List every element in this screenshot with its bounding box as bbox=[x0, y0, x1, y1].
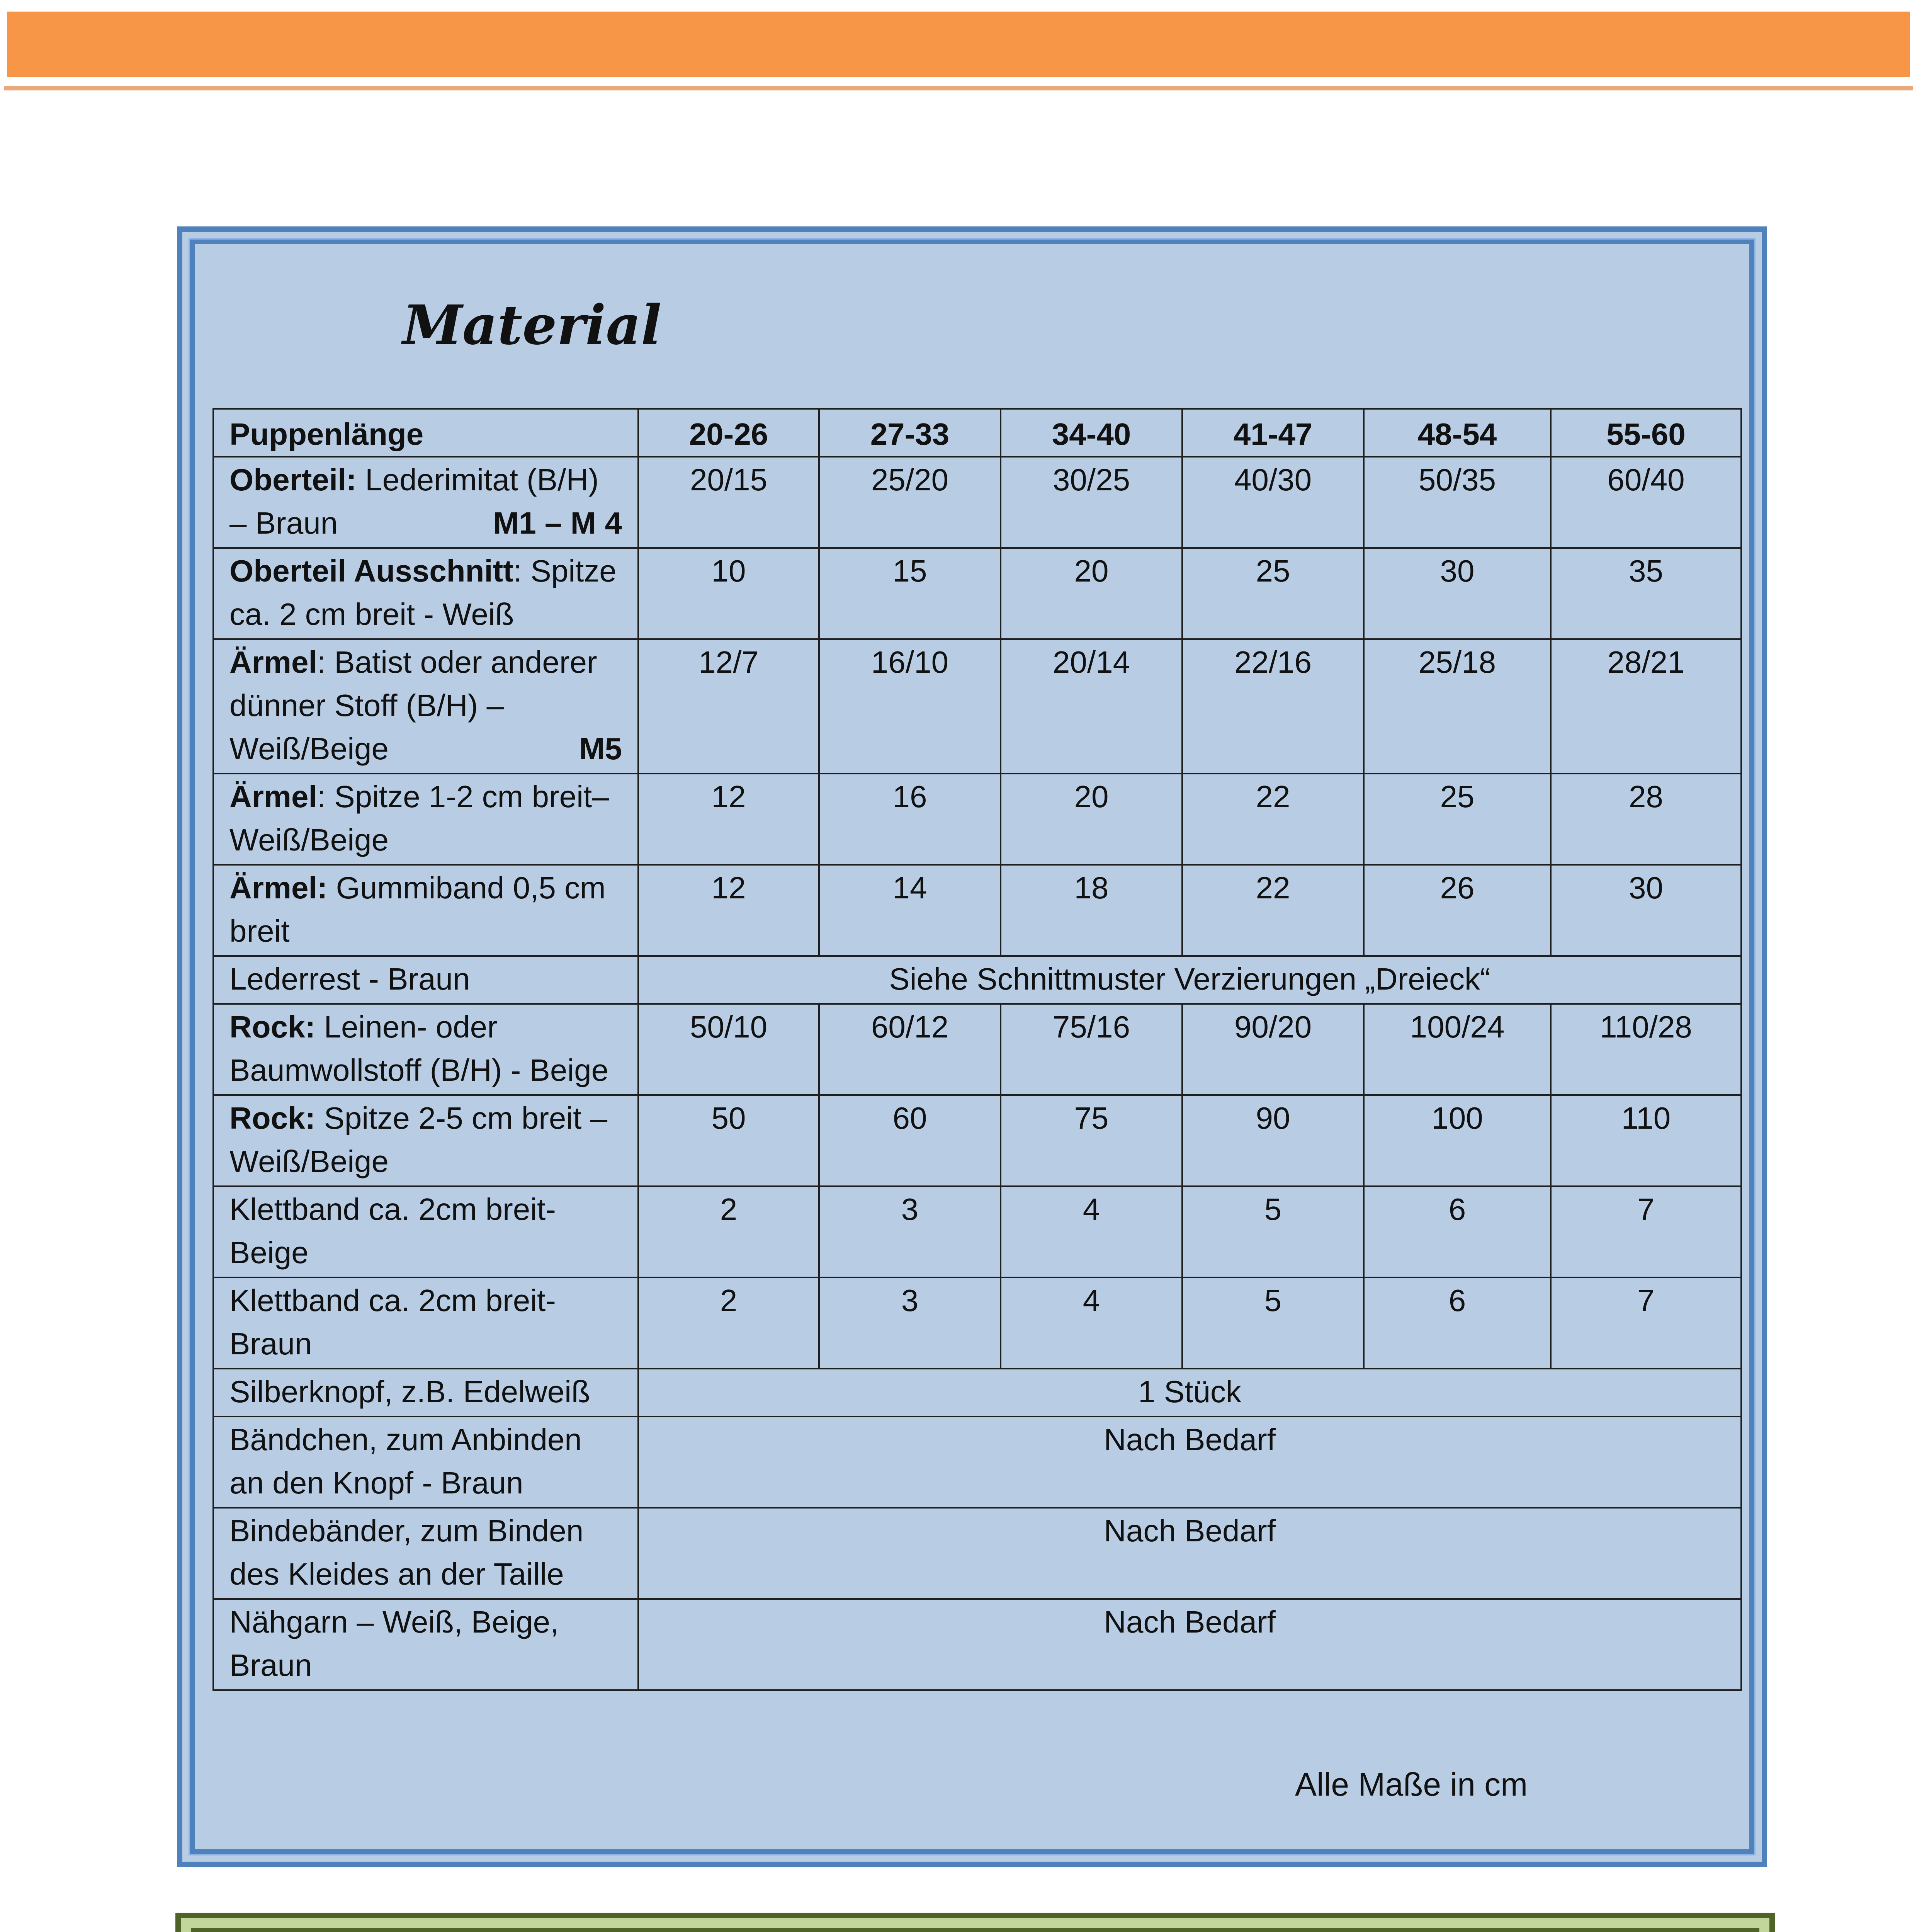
table-cell: 25/18 bbox=[1364, 639, 1551, 774]
table-row bbox=[213, 548, 1741, 639]
table-cell: 10 bbox=[638, 548, 819, 639]
table-cell: 4 bbox=[1001, 1186, 1182, 1277]
material-label-bold: Ärmel bbox=[229, 645, 317, 679]
table-cell: 60/12 bbox=[819, 1004, 1001, 1095]
material-label-text: Silberknopf, z.B. Edelweiß bbox=[229, 1374, 590, 1409]
table-row bbox=[213, 1095, 1741, 1186]
table-cell: 5 bbox=[1182, 1186, 1364, 1277]
table-row bbox=[213, 1369, 1741, 1417]
table-cell: 7 bbox=[1551, 1277, 1741, 1369]
table-cell: 22/16 bbox=[1182, 639, 1364, 774]
table-cell: 18 bbox=[1001, 865, 1182, 956]
material-label-text: Gummiband 0,5 cm breit bbox=[229, 871, 606, 948]
units-note: Alle Maße in cm bbox=[1295, 1766, 1528, 1803]
table-cell: 12/7 bbox=[638, 639, 819, 774]
upcycling-tip-box bbox=[175, 1913, 1775, 1932]
material-label bbox=[213, 1417, 638, 1508]
header-label: Puppenlänge bbox=[213, 409, 638, 457]
table-row bbox=[213, 774, 1741, 865]
table-cell: 22 bbox=[1182, 865, 1364, 956]
table-cell: 14 bbox=[819, 865, 1001, 956]
table-cell: 30 bbox=[1364, 548, 1551, 639]
table-cell: 60 bbox=[819, 1095, 1001, 1186]
table-cell: 75 bbox=[1001, 1095, 1182, 1186]
material-label bbox=[213, 1095, 638, 1186]
table-cell: 22 bbox=[1182, 774, 1364, 865]
material-label-text: Klettband ca. 2cm breit- Beige bbox=[229, 1192, 556, 1270]
table-cell: 12 bbox=[638, 865, 819, 956]
material-label-bold: Ärmel: bbox=[229, 871, 328, 905]
top-header-band bbox=[7, 12, 1910, 77]
table-cell: 20 bbox=[1001, 548, 1182, 639]
material-label-bold: Ärmel bbox=[229, 779, 317, 814]
header-size: 48-54 bbox=[1364, 409, 1551, 457]
material-label bbox=[213, 1004, 638, 1095]
header-size: 20-26 bbox=[638, 409, 819, 457]
table-cell: 35 bbox=[1551, 548, 1741, 639]
table-body bbox=[213, 457, 1741, 1690]
table-cell: 6 bbox=[1364, 1186, 1551, 1277]
table-header-row bbox=[213, 409, 1741, 457]
table-cell-span: 1 Stück bbox=[638, 1369, 1741, 1417]
material-table bbox=[212, 408, 1742, 1691]
material-label-text: : Spitze 1-2 cm breit– Weiß/Beige bbox=[229, 779, 609, 857]
table-cell: 3 bbox=[819, 1277, 1001, 1369]
material-label-text: Bindebänder, zum Binden des Kleides an der Taille bbox=[229, 1514, 584, 1591]
table-cell: 7 bbox=[1551, 1186, 1741, 1277]
material-label-bold: Oberteil Ausschnitt bbox=[229, 554, 513, 588]
table-cell: 90/20 bbox=[1182, 1004, 1364, 1095]
table-cell: 100 bbox=[1364, 1095, 1551, 1186]
table-cell: 50/35 bbox=[1364, 457, 1551, 548]
material-label bbox=[213, 457, 638, 548]
table-cell: 20 bbox=[1001, 774, 1182, 865]
table-cell: 50/10 bbox=[638, 1004, 819, 1095]
table-row bbox=[213, 457, 1741, 548]
table-cell: 5 bbox=[1182, 1277, 1364, 1369]
table-row bbox=[213, 865, 1741, 956]
table-cell-span: Nach Bedarf bbox=[638, 1599, 1741, 1690]
table-cell: 12 bbox=[638, 774, 819, 865]
material-label bbox=[213, 865, 638, 956]
material-label-text: Bändchen, zum Anbinden an den Knopf - Braun bbox=[229, 1422, 582, 1500]
table-cell-span: Nach Bedarf bbox=[638, 1417, 1741, 1508]
material-label-text: : Batist oder anderer dünner Stoff (B/H) – Weiß/Beige bbox=[229, 645, 597, 766]
table-row bbox=[213, 1417, 1741, 1508]
table-cell: 2 bbox=[638, 1277, 819, 1369]
table-cell: 25/20 bbox=[819, 457, 1001, 548]
material-label bbox=[213, 1277, 638, 1369]
table-cell: 16 bbox=[819, 774, 1001, 865]
header-size: 34-40 bbox=[1001, 409, 1182, 457]
pattern-code: M1 – M 4 bbox=[493, 506, 622, 540]
material-label-text: Leinen- oder Baumwollstoff (B/H) - Beige bbox=[229, 1010, 609, 1087]
material-label bbox=[213, 639, 638, 774]
pattern-code: M5 bbox=[579, 731, 622, 766]
table-cell: 4 bbox=[1001, 1277, 1182, 1369]
table-cell: 2 bbox=[638, 1186, 819, 1277]
table-row bbox=[213, 639, 1741, 774]
material-label-bold: Rock: bbox=[229, 1101, 316, 1135]
table-cell: 60/40 bbox=[1551, 457, 1741, 548]
table-cell: 3 bbox=[819, 1186, 1001, 1277]
table-row bbox=[213, 956, 1741, 1004]
table-cell: 40/30 bbox=[1182, 457, 1364, 548]
table-cell: 25 bbox=[1364, 774, 1551, 865]
material-label bbox=[213, 1508, 638, 1599]
header-size: 41-47 bbox=[1182, 409, 1364, 457]
table-cell: 100/24 bbox=[1364, 1004, 1551, 1095]
material-label-text: : Spitze ca. 2 cm breit - Weiß bbox=[229, 554, 617, 631]
material-label bbox=[213, 1186, 638, 1277]
header-size: 55-60 bbox=[1551, 409, 1741, 457]
table-cell: 28/21 bbox=[1551, 639, 1741, 774]
table-cell: 50 bbox=[638, 1095, 819, 1186]
table-row bbox=[213, 1186, 1741, 1277]
material-label-bold: Oberteil: bbox=[229, 463, 357, 497]
table-cell: 20/15 bbox=[638, 457, 819, 548]
table-row bbox=[213, 1277, 1741, 1369]
table-cell: 110/28 bbox=[1551, 1004, 1741, 1095]
table-cell: 25 bbox=[1182, 548, 1364, 639]
material-label-text: Spitze 2-5 cm breit – Weiß/Beige bbox=[229, 1101, 608, 1179]
table-cell: 15 bbox=[819, 548, 1001, 639]
table-row bbox=[213, 1004, 1741, 1095]
material-label bbox=[213, 1369, 638, 1417]
table-cell: 75/16 bbox=[1001, 1004, 1182, 1095]
material-title: Material bbox=[403, 294, 662, 357]
table-row bbox=[213, 1599, 1741, 1690]
material-label-text: Klettband ca. 2cm breit- Braun bbox=[229, 1283, 556, 1361]
header-size: 27-33 bbox=[819, 409, 1001, 457]
material-label-bold: Rock: bbox=[229, 1010, 316, 1044]
material-label-text: Lederimitat (B/H) – Braun bbox=[229, 463, 599, 540]
top-header-rule bbox=[4, 86, 1913, 90]
table-cell: 110 bbox=[1551, 1095, 1741, 1186]
table-cell: 28 bbox=[1551, 774, 1741, 865]
table-row bbox=[213, 1508, 1741, 1599]
table-cell: 30 bbox=[1551, 865, 1741, 956]
table-cell: 30/25 bbox=[1001, 457, 1182, 548]
table-cell-span: Nach Bedarf bbox=[638, 1508, 1741, 1599]
material-label bbox=[213, 1599, 638, 1690]
material-label-text: Nähgarn – Weiß, Beige, Braun bbox=[229, 1605, 559, 1682]
table-cell: 20/14 bbox=[1001, 639, 1182, 774]
material-box bbox=[177, 226, 1767, 1867]
table-cell: 6 bbox=[1364, 1277, 1551, 1369]
table-cell-span: Siehe Schnittmuster Verzierungen „Dreieck“ bbox=[638, 956, 1741, 1004]
table-cell: 16/10 bbox=[819, 639, 1001, 774]
material-label bbox=[213, 956, 638, 1004]
material-label bbox=[213, 548, 638, 639]
table-cell: 26 bbox=[1364, 865, 1551, 956]
material-label-text: Lederrest - Braun bbox=[229, 962, 470, 996]
material-label bbox=[213, 774, 638, 865]
table-cell: 90 bbox=[1182, 1095, 1364, 1186]
